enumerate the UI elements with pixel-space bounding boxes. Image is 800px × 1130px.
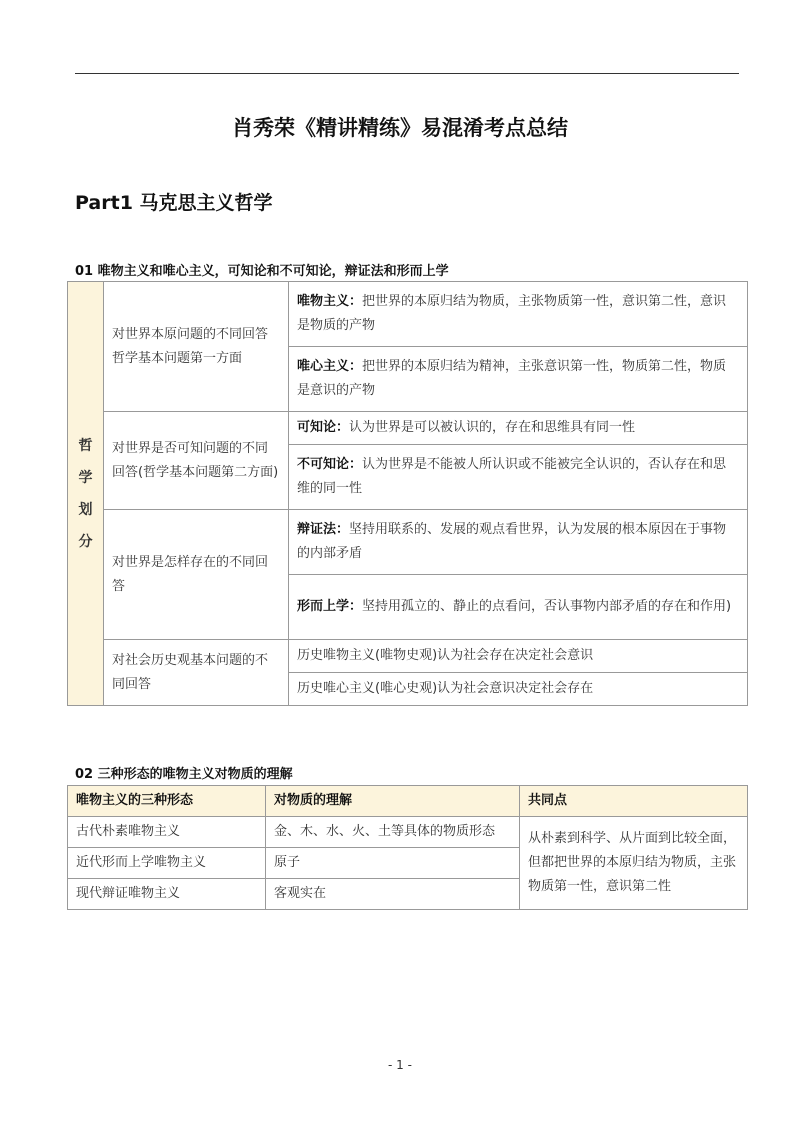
top-rule	[75, 73, 739, 74]
answer-text: 认为世界是可以被认识的，存在和思维具有同一性	[349, 420, 636, 435]
column-header: 唯物主义的三种形态	[68, 786, 266, 817]
table-header-row	[68, 786, 748, 817]
answer-term: 唯物主义：	[297, 294, 363, 309]
question-cell: 对世界是怎样存在的不同回答	[104, 510, 289, 640]
common-point-cell: 从朴素到科学、从片面到比较全面，但都把世界的本原归结为物质，主张物质第一性，意识第二性	[520, 817, 748, 910]
answer-text: 坚持用孤立的、静止的点看问，否认事物内部矛盾的存在和作用)	[362, 599, 732, 614]
answer-cell	[289, 282, 748, 347]
answer-term: 不可知论：	[297, 457, 363, 472]
form-cell: 现代辩证唯物主义	[68, 879, 266, 910]
table-row	[68, 510, 748, 575]
answer-text: 历史唯物主义(唯物史观)认为社会存在决定社会意识	[297, 648, 594, 663]
understanding-cell: 客观实在	[266, 879, 520, 910]
answer-cell	[289, 575, 748, 640]
form-cell: 古代朴素唯物主义	[68, 817, 266, 848]
answer-cell	[289, 510, 748, 575]
side-label-cell	[68, 282, 104, 706]
table-row	[68, 640, 748, 673]
section-heading-01: 01 唯物主义和唯心主义，可知论和不可知论，辩证法和形而上学	[75, 264, 449, 279]
answer-cell	[289, 347, 748, 412]
answer-cell	[289, 445, 748, 510]
section-heading-02: 02 三种形态的唯物主义对物质的理解	[75, 767, 293, 782]
answer-cell	[289, 673, 748, 706]
document-title: 肖秀荣《精讲精练》易混淆考点总结	[232, 116, 568, 140]
answer-term: 可知论：	[297, 420, 350, 435]
answer-text: 认为世界是不能被人所认识或不能被完全认识的，否认存在和思维的同一性	[297, 457, 727, 496]
answer-text: 历史唯心主义(唯心史观)认为社会意识决定社会存在	[297, 681, 594, 696]
table-row	[68, 817, 748, 848]
question-cell: 对社会历史观基本问题的不同回答	[104, 640, 289, 706]
column-header: 共同点	[520, 786, 748, 817]
understanding-cell: 原子	[266, 848, 520, 879]
question-cell: 对世界是否可知问题的不同回答(哲学基本问题第二方面)	[104, 412, 289, 510]
answer-cell	[289, 412, 748, 445]
form-cell: 近代形而上学唯物主义	[68, 848, 266, 879]
answer-text: 坚持用联系的、发展的观点看世界，认为发展的根本原因在于事物的内部矛盾	[297, 522, 727, 561]
understanding-cell: 金、木、水、火、土等具体的物质形态	[266, 817, 520, 848]
table-row	[68, 282, 748, 347]
answer-term: 形而上学：	[297, 599, 363, 614]
column-header: 对物质的理解	[266, 786, 520, 817]
part-heading: Part1 马克思主义哲学	[75, 192, 273, 214]
answer-term: 辩证法：	[297, 522, 350, 537]
page-number: - 1 -	[388, 1058, 412, 1072]
table-row	[68, 412, 748, 445]
question-cell: 对世界本原问题的不同回答哲学基本问题第一方面	[104, 282, 289, 412]
answer-text: 把世界的本原归结为精神，主张意识第一性，物质第二性，物质是意识的产物	[297, 359, 727, 398]
answer-text: 把世界的本原归结为物质，主张物质第一性，意识第二性，意识是物质的产物	[297, 294, 727, 333]
philosophy-division-table	[67, 281, 748, 706]
answer-term: 唯心主义：	[297, 359, 363, 374]
side-label: 哲学划分	[78, 437, 93, 550]
answer-cell	[289, 640, 748, 673]
materialism-forms-table	[67, 785, 748, 910]
